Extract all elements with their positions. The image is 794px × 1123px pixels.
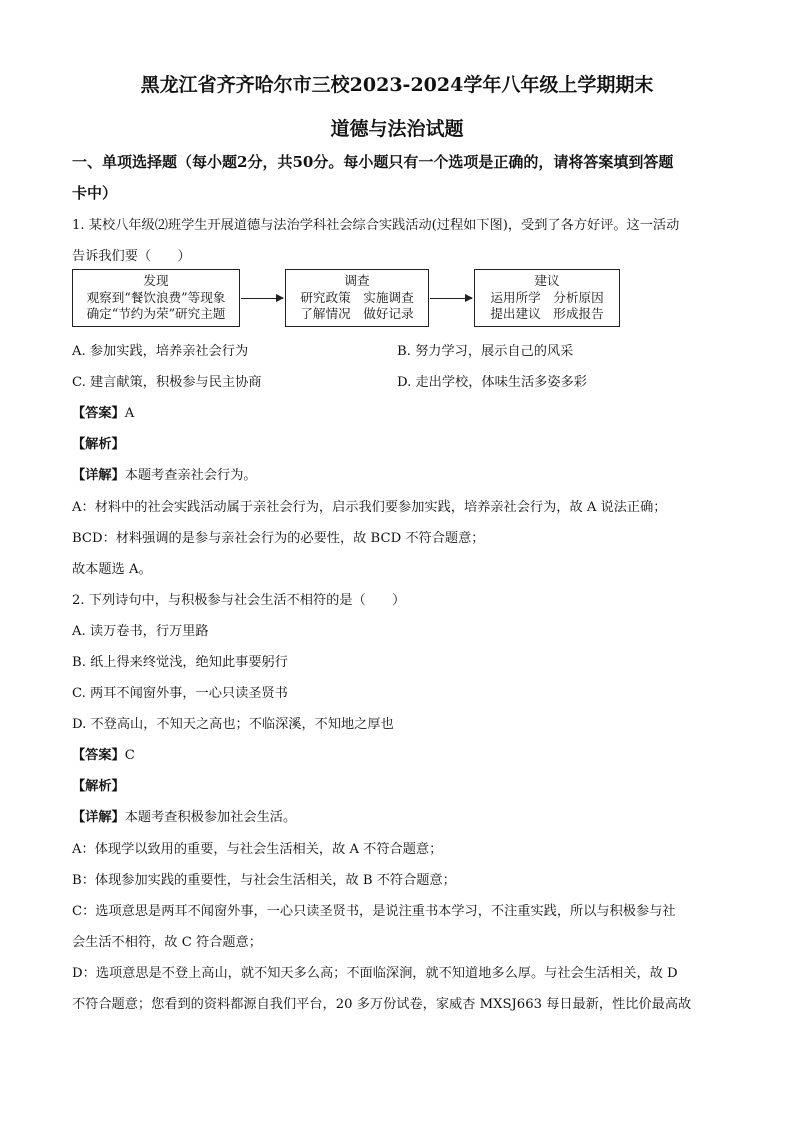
q1-explanation-a: A：材料中的社会实践活动属于亲社会行为，启示我们要参加实践，培养亲社会行为，故 A 说法正确； bbox=[72, 500, 667, 515]
box-line: 了解情况 做好记录 bbox=[300, 306, 414, 321]
box-title: 发现 bbox=[143, 273, 169, 288]
doc-title-line1: 黑龙江省齐齐哈尔市三校2023-2024学年八年级上学期期末 bbox=[140, 74, 654, 96]
q2-answer bbox=[72, 744, 135, 763]
box-title: 建议 bbox=[534, 273, 560, 288]
diagram-box-discover bbox=[72, 269, 240, 327]
box-line: 确定“节约为荣”研究主题 bbox=[86, 306, 226, 321]
q2-option-d: D. 不登高山，不知天之高也；不临深溪，不知地之厚也 bbox=[72, 717, 394, 732]
q2-explanation-d-line2: 不符合题意；您看到的资料都源自我们平台，20 多万份试卷，家威杏 MXSJ663 每日最新，性比价最高故 bbox=[72, 997, 692, 1012]
detail-tag: 【详解】 bbox=[72, 810, 125, 825]
analysis-tag: 【解析】 bbox=[72, 779, 125, 794]
q2-option-c: C. 两耳不闻窗外事，一心只读圣贤书 bbox=[72, 686, 288, 701]
q1-explanation-bcd: BCD：材料强调的是参与亲社会行为的必要性，故 BCD 不符合题意； bbox=[72, 531, 485, 546]
q1-analysis-tag bbox=[72, 433, 125, 452]
q2-explanation-c-line1: C：选项意思是两耳不闻窗外事，一心只读圣贤书，是说注重书本学习，不注重实践，所以与积极参与社 bbox=[72, 904, 676, 919]
q1-stem-line1: 1. 某校八年级⑵班学生开展道德与法治学科社会综合实践活动(过程如下图)，受到了各方好评。这一活动 bbox=[72, 218, 680, 233]
answer-tag: 【答案】 bbox=[72, 406, 125, 421]
q1-option-a: A. 参加实践，培养亲社会行为 bbox=[72, 344, 249, 359]
section-heading-line1: 一、单项选择题（每小题2分，共50分。每小题只有一个选项是正确的，请将答案填到答题 bbox=[72, 153, 674, 171]
answer-tag: 【答案】 bbox=[72, 748, 125, 763]
q2-explanation-c-line2: 会生活不相符，故 C 符合题意； bbox=[72, 935, 262, 950]
q2-analysis-tag bbox=[72, 775, 125, 794]
box-line: 研究政策 实施调查 bbox=[300, 289, 414, 305]
q1-option-d: D. 走出学校，体味生活多姿多彩 bbox=[397, 375, 587, 390]
analysis-tag: 【解析】 bbox=[72, 437, 125, 452]
box-title: 调查 bbox=[344, 273, 370, 288]
q2-option-a: A. 读万卷书，行万里路 bbox=[72, 624, 209, 639]
q2-explanation-d-line1: D：选项意思是不登上高山，就不知天多么高；不面临深涧，就不知道地多么厚。与社会生活相关，故 D bbox=[72, 966, 678, 981]
doc-title-line2: 道德与法治试题 bbox=[330, 118, 464, 140]
detail-text: 本题考查积极参加社会生活。 bbox=[124, 810, 297, 825]
q1-stem-line2: 告诉我们要（ ） bbox=[72, 249, 191, 264]
box-line: 观察到“餐饮浪费”等现象 bbox=[86, 289, 226, 305]
diagram-box-investigate bbox=[285, 269, 429, 327]
detail-tag: 【详解】 bbox=[72, 468, 125, 483]
detail-text: 本题考查亲社会行为。 bbox=[124, 468, 257, 483]
q2-option-b: B. 纸上得来终觉浅，绝知此事要躬行 bbox=[72, 655, 288, 670]
q2-detail bbox=[72, 806, 296, 825]
section-heading-line2: 卡中） bbox=[72, 184, 118, 202]
q1-option-c: C. 建言献策，积极参与民主协商 bbox=[72, 375, 262, 390]
q1-conclusion: 故本题选 A。 bbox=[72, 562, 152, 577]
arrow-right-icon bbox=[430, 298, 472, 299]
q1-option-b: B. 努力学习，展示自己的风采 bbox=[397, 344, 574, 359]
answer-value: C bbox=[124, 748, 135, 763]
q1-detail bbox=[72, 464, 257, 483]
q2-explanation-a: A：体现学以致用的重要，与社会生活相关，故 A 不符合题意； bbox=[72, 842, 443, 857]
q1-answer bbox=[72, 402, 134, 421]
arrow-right-icon bbox=[241, 298, 283, 299]
answer-value: A bbox=[124, 406, 135, 421]
q2-stem: 2. 下列诗句中，与积极参与社会生活不相符的是（ ） bbox=[72, 593, 406, 608]
box-line: 运用所学 分析原因 bbox=[490, 289, 604, 305]
diagram-box-suggest bbox=[474, 269, 620, 327]
box-line: 提出建议 形成报告 bbox=[490, 306, 604, 321]
q2-explanation-b: B：体现参加实践的重要性，与社会生活相关，故 B 不符合题意； bbox=[72, 873, 456, 888]
